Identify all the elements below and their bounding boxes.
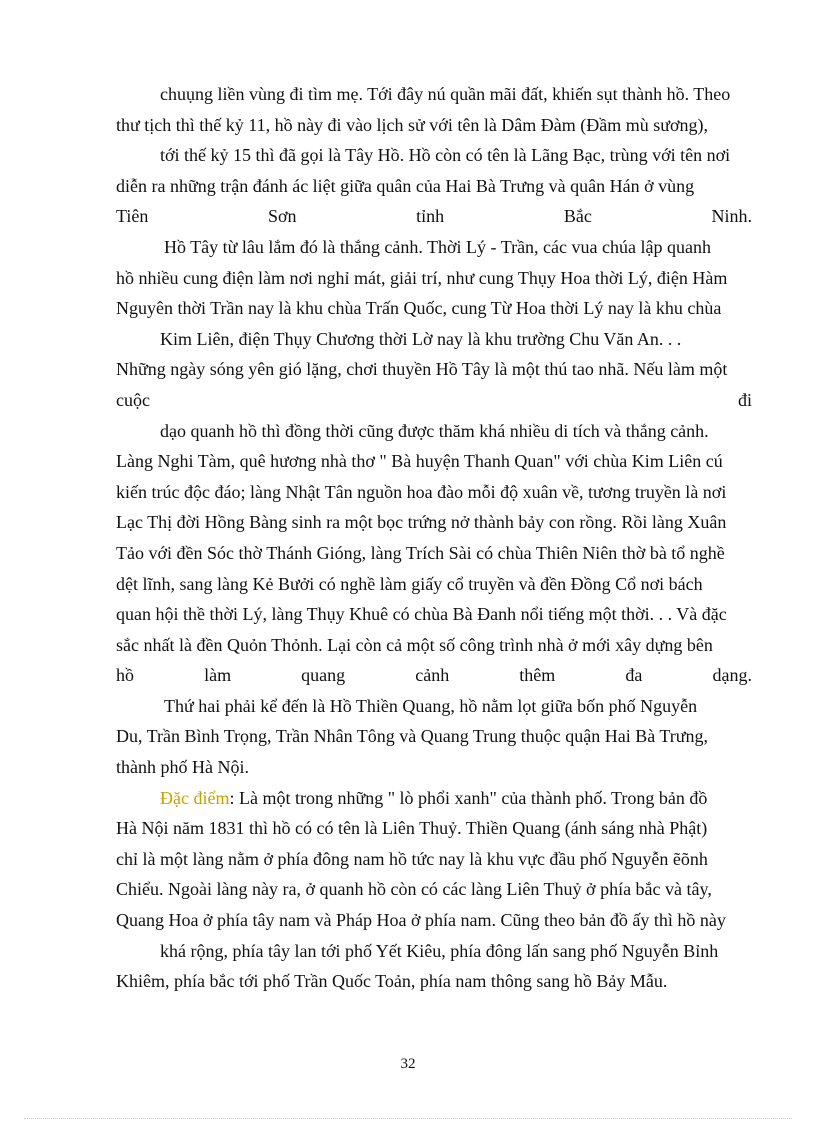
- section-label: Đặc điểm: [160, 787, 230, 808]
- word: quang: [301, 665, 346, 686]
- text-line: khá rộng, phía tây lan tới phố Yết Kiêu, phía đông lấn sang phố Nguyễn Bỉnh: [160, 940, 719, 961]
- text-line: Kim Liên, điện Thụy Chương thời Lờ nay là khu trường Chu Văn An. . .: [160, 328, 682, 349]
- text-line: Chiểu. Ngoài làng này ra, ở quanh hồ còn có các làng Liên Thuỷ ở phía bắc và tây,: [116, 879, 712, 900]
- text-line: tới thế kỷ 15 thì đã gọi là Tây Hồ. Hồ còn có tên là Lãng Bạc, trùng với tên nơi: [160, 145, 731, 166]
- text-line: Làng Nghi Tàm, quê hương nhà thơ " Bà huyện Thanh Quan" với chùa Kim Liên cú: [116, 451, 723, 472]
- document-body: [116, 79, 752, 997]
- text-fragment: : Là một trong những " lò phổi xanh" của thành phố. Trong bản đồ: [229, 787, 708, 808]
- word: Bắc: [563, 206, 592, 227]
- text-line-justified: [116, 660, 752, 691]
- word: tỉnh: [416, 206, 445, 227]
- word: Tiên: [116, 206, 149, 227]
- text-line: thành phố Hà Nội.: [116, 757, 249, 778]
- word: cảnh: [415, 665, 450, 686]
- text-line: Quang Hoa ở phía tây nam và Pháp Hoa ở phía nam. Cũng theo bản đồ ấy thì hồ này: [116, 910, 726, 931]
- text-line: sắc nhất là đền Quỏn Thỏnh. Lại còn cả một số công trình nhà ở mới xây dựng bên: [116, 634, 713, 655]
- word: đa: [625, 665, 643, 686]
- text-line: dạo quanh hồ thì đồng thời cũng được thăm khá nhiều di tích và thắng cảnh.: [160, 420, 709, 441]
- word: thêm: [519, 665, 556, 686]
- page-number: 32: [400, 1056, 416, 1072]
- text-line: Hà Nội năm 1831 thì hồ có có tên là Liên Thuỷ. Thiền Quang (ánh sáng nhà Phật): [116, 818, 708, 839]
- text-line: Du, Trần Bình Trọng, Trần Nhân Tông và Quang Trung thuộc quận Hai Bà Trưng,: [116, 726, 708, 747]
- text-line: hồ nhiều cung điện làm nơi nghỉ mát, giải trí, như cung Thụy Hoa thời Lý, điện Hàm: [116, 267, 728, 288]
- word: đi: [737, 389, 752, 410]
- text-line: Khiêm, phía bắc tới phố Trần Quốc Toản, phía nam thông sang hồ Bảy Mẫu.: [116, 971, 668, 992]
- text-line: quan hội thề thời Lý, làng Thụy Khuê có chùa Bà Đanh nổi tiếng một thời. . . Và đặc: [116, 604, 727, 625]
- word: Ninh.: [711, 206, 752, 227]
- text-line: chuụng liền vùng đi tìm mẹ. Tới đây nú quần mãi đất, khiến sụt thành hồ. Theo: [160, 84, 731, 104]
- word: cuộc: [116, 389, 150, 410]
- text-line: kiến trúc độc đáo; làng Nhật Tân nguồn hoa đào mỗi độ xuân về, tương truyền là nơi: [116, 481, 727, 502]
- text-line: Thứ hai phải kể đến là Hồ Thiền Quang, hồ nằm lọt giữa bốn phố Nguyễn: [164, 695, 698, 716]
- text-line: Tảo với đền Sóc thờ Thánh Gióng, làng Trích Sài có chùa Thiên Niên thờ bà tổ nghề: [116, 542, 725, 563]
- page-bottom-divider: [24, 1118, 792, 1119]
- text-line: thư tịch thì thế kỷ 11, hồ này đi vào lịch sử với tên là Dâm Đàm (Đầm mù sương),: [116, 114, 709, 135]
- text-line-justified: [116, 385, 752, 416]
- text-line-with-label: [116, 783, 752, 814]
- word: làm: [204, 665, 232, 686]
- word: Sơn: [268, 206, 297, 227]
- text-line: Nguyên thời Trần nay là khu chùa Trấn Quốc, cung Từ Hoa thời Lý nay là khu chùa: [116, 298, 722, 319]
- word: hồ: [116, 665, 134, 686]
- text-line: diễn ra những trận đánh ác liệt giữa quân của Hai Bà Trưng và quân Hán ở vùng: [116, 175, 695, 196]
- text-line-justified: [116, 201, 752, 232]
- word: dạng.: [712, 665, 752, 686]
- text-line: Những ngày sóng yên gió lặng, chơi thuyền Hồ Tây là một thú tao nhã. Nếu làm một: [116, 359, 728, 380]
- text-line: dệt lĩnh, sang làng Kẻ Bưởi có nghề làm giấy cổ truyền và đền Đồng Cổ nơi bách: [116, 573, 703, 594]
- text-line: chỉ là một làng nằm ở phía đông nam hồ tức nay là khu vực đầu phố Nguyễn ẽõnh: [116, 848, 708, 869]
- text-line: Hồ Tây từ lâu lắm đó là thắng cảnh. Thời Lý - Trần, các vua chúa lập quanh: [164, 236, 711, 257]
- text-line: Lạc Thị đời Hồng Bàng sinh ra một bọc trứng nở thành bảy con rồng. Rồi làng Xuân: [116, 512, 727, 533]
